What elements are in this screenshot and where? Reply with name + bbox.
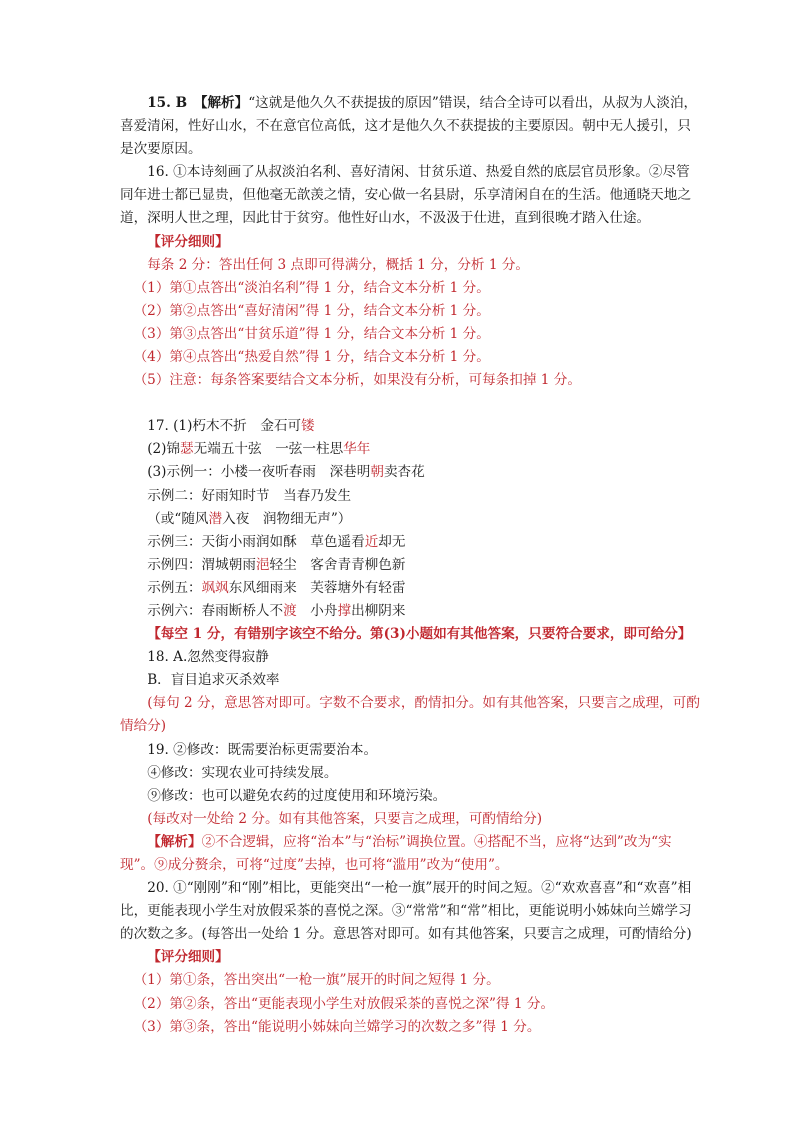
q17-highlight-char: 潜 (208, 510, 223, 527)
q19-analysis-text: ②不合逻辑，应将“治本”与“治标”调换位置。④搭配不当，应将“达到”改为“实现”。⑨成分赘余，可将“过度”去掉，也可将“滥用”改为“使用”。 (120, 833, 672, 873)
q15-number: 15. B (147, 95, 188, 111)
q17-highlight-char: 浥 (255, 556, 270, 573)
q17-line-1 (120, 415, 700, 438)
q15-analysis-tag: 【解析】 (200, 95, 249, 111)
q16-rubric-item-3: （3）第③点答出“甘贫乐道”得 1 分，结合文本分析 1 分。 (133, 325, 490, 342)
q17-line-2-text-b: 无端五十弦 一弦一柱思 (193, 441, 344, 458)
q16-rubric-item-1: （1）第①点答出“淡泊名利”得 1 分，结合文本分析 1 分。 (133, 279, 490, 296)
q20-rubric-item-2: （2）第②条，答出“更能表现小学生对放假采茶的喜悦之深”得 1 分。 (133, 995, 555, 1012)
q17-line-1-text: 17. (1)朽木不折 金石可 (147, 418, 302, 435)
q17-line-8 (120, 577, 700, 600)
q17-line-3-text-a: (3)示例一：小楼一夜听春雨 深巷明 (147, 464, 371, 481)
q17-line-6-text-a: 示例三：天街小雨润如酥 草色遥看 (147, 533, 365, 550)
q17-line-2-text-a: (2)锦 (147, 441, 181, 458)
q17-line-6-text-b: 却无 (378, 533, 406, 550)
q17-line-2 (120, 438, 700, 461)
q16-rubric-item-5: （5）注意：每条答案要结合文本分析，如果没有分析，可每条扣掉 1 分。 (133, 372, 581, 389)
q17-line-9 (120, 600, 700, 623)
q15-paragraph (120, 92, 700, 161)
section-gap (120, 392, 700, 415)
q17-line-8-text-a: 示例五： (147, 579, 202, 596)
q17-highlight-char: 镂 (301, 418, 315, 435)
q18-line-a: 18. A.忽然变得寂静 (147, 649, 269, 666)
q19-line-1: 19. ②修改：既需要治标更需要治本。 (147, 741, 378, 758)
q19-analysis (120, 831, 700, 877)
q16-rubric-item-4: （4）第④点答出“热爱自然”得 1 分，结合文本分析 1 分。 (133, 349, 490, 366)
q19-analysis-tag: 【解析】 (147, 833, 202, 850)
q17-highlight-char: 飒飒 (201, 579, 229, 596)
q20-rubric-title: 【评分细则】 (147, 949, 229, 966)
q17-scoring-note: 【每空 1 分，有错别字该空不给分。第(3)小题如有其他答案，只要符合要求，即可给分】 (147, 626, 692, 643)
q17-highlight-char: 渡 (283, 602, 297, 619)
q17-line-9-text-c: 出柳阴来 (351, 602, 406, 619)
q19-line-3: ⑨修改：也可以避免农药的过度使用和环境污染。 (147, 787, 447, 804)
q17-highlight-char: 朝 (370, 464, 384, 481)
q17-line-5 (120, 508, 700, 531)
q20-rubric-item-3: （3）第③条，答出“能说明小姊妹向兰嫦学习的次数之多”得 1 分。 (133, 1018, 541, 1035)
q17-line-6 (120, 531, 700, 554)
q15-text: “这就是他久久不获提拔的原因”错误，结合全诗可以看出，从叔为人淡泊，喜爱清闲，性好山水，不在意官位高低，这才是他久久不获提拔的主要原因。朝中无人援引，只是次要原因。 (120, 95, 698, 158)
q17-line-8-text-b: 东风细雨来 芙蓉塘外有轻雷 (228, 579, 406, 596)
q17-highlight-char: 近 (364, 533, 379, 550)
q17-line-7 (120, 554, 700, 577)
q16-rubric-item-2: （2）第②点答出“喜好清闲”得 1 分，结合文本分析 1 分。 (133, 302, 490, 319)
q17-line-5-text-b: 入夜 润物细无声”） (222, 510, 352, 527)
q20-rubric-item-1: （1）第①条，答出突出“一枪一旗”展开的时间之短得 1 分。 (133, 972, 500, 989)
q19-line-2: ④修改：实现农业可持续发展。 (147, 764, 338, 781)
q16-rubric-intro: 每条 2 分：答出任何 3 点即可得满分，概括 1 分，分析 1 分。 (147, 256, 530, 273)
q16-paragraph: 16. ①本诗刻画了从叔淡泊名利、喜好清闲、甘贫乐道、热爱自然的底层官员形象。②尽管同年进士都已显贵，但他毫无歆羡之情，安心做一名县尉，乐享清闲自在的生活。他通晓天地之道，深明人世之理，因此甘于贫穷。他性好山水，不汲汲于仕进，直到很晚才踏入仕途。 (120, 164, 691, 227)
q20-paragraph: 20. ①“刚刚”和“刚”相比，更能突出“一枪一旗”展开的时间之短。②“欢欢喜喜”和“欢喜”相比，更能表现小学生对放假采茶的喜悦之深。③“常常”和“常”相比，更能说明小姊妹向兰嫦学习的次数之多。(每答出一处给 1 分。意思答对即可。如有其他答案，只要言之成理，可酌情给分) (120, 880, 692, 943)
q17-highlight-char: 瑟 (180, 441, 194, 458)
q17-highlight-char: 华年 (343, 441, 371, 458)
q17-line-7-text-b: 轻尘 客舍青青柳色新 (269, 556, 406, 573)
q17-line-3-text-b: 卖杏花 (383, 464, 425, 481)
q17-line-4: 示例二：好雨知时节 当春乃发生 (147, 487, 352, 504)
q17-line-9-text-b: 小舟 (296, 602, 338, 619)
q17-line-3 (120, 461, 700, 484)
answer-content (120, 92, 700, 1039)
q17-line-5-text-a: （或“随风 (147, 510, 209, 527)
q18-scoring-note: (每句 2 分，意思答对即可。字数不合要求，酌情扣分。如有其他答案，只要言之成理，可酌情给分) (120, 695, 700, 735)
q18-line-b: B．盲目追求灭杀效率 (147, 672, 280, 689)
q17-highlight-char: 撑 (337, 602, 352, 619)
q16-rubric-title: 【评分细则】 (147, 233, 229, 250)
q17-line-7-text-a: 示例四：渭城朝雨 (147, 556, 256, 573)
q19-scoring-note: (每改对一处给 2 分。如有其他答案，只要言之成理，可酌情给分) (147, 810, 543, 827)
q17-line-9-text-a: 示例六：春雨断桥人不 (147, 602, 284, 619)
